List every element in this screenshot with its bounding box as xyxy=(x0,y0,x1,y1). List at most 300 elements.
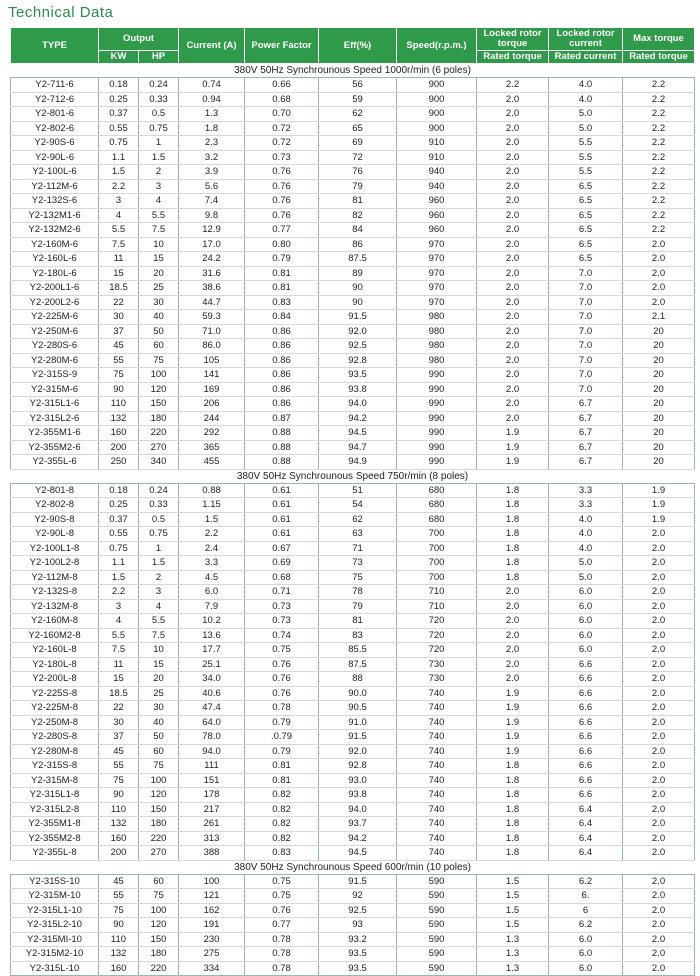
table-row xyxy=(11,947,695,962)
cell-current: 169 xyxy=(179,382,245,397)
cell-eff: 85.5 xyxy=(319,643,397,658)
cell-power-factor: 0.72 xyxy=(245,136,319,151)
table-row xyxy=(11,237,695,252)
cell-locked-current-ratio: 6.4 xyxy=(549,846,623,861)
cell-eff: 94.0 xyxy=(319,802,397,817)
cell-speed: 720 xyxy=(397,614,477,629)
cell-current: 25.1 xyxy=(179,657,245,672)
cell-power-factor: 0.68 xyxy=(245,570,319,585)
cell-power-factor: 0.79 xyxy=(245,252,319,267)
cell-locked-current-ratio: 6.5 xyxy=(549,208,623,223)
cell-power-factor: 0.81 xyxy=(245,281,319,296)
cell-hp: 100 xyxy=(139,368,179,383)
cell-hp: 60 xyxy=(139,874,179,889)
cell-speed: 990 xyxy=(397,368,477,383)
cell-power-factor: 0.76 xyxy=(245,194,319,209)
cell-current: 292 xyxy=(179,426,245,441)
cell-eff: 90.0 xyxy=(319,686,397,701)
cell-locked-torque-ratio: 1.3 xyxy=(477,932,549,947)
cell-max-torque-ratio: 2.0 xyxy=(623,918,695,933)
cell-max-torque-ratio: 2.2 xyxy=(623,136,695,151)
cell-current: 275 xyxy=(179,947,245,962)
cell-power-factor: 0.72 xyxy=(245,121,319,136)
cell-kw: 11 xyxy=(99,252,139,267)
cell-power-factor: 0.76 xyxy=(245,165,319,180)
cell-kw: 1.5 xyxy=(99,165,139,180)
cell-locked-current-ratio: 6.5 xyxy=(549,223,623,238)
cell-current: 2.4 xyxy=(179,541,245,556)
cell-hp: 0.5 xyxy=(139,107,179,122)
section-heading-row xyxy=(11,860,695,874)
cell-eff: 94.0 xyxy=(319,397,397,412)
cell-speed: 970 xyxy=(397,252,477,267)
cell-hp: 60 xyxy=(139,744,179,759)
cell-kw: 2.2 xyxy=(99,585,139,600)
cell-current: 17.0 xyxy=(179,237,245,252)
table-row xyxy=(11,324,695,339)
cell-kw: 110 xyxy=(99,932,139,947)
table-row xyxy=(11,556,695,571)
cell-power-factor: 0.86 xyxy=(245,397,319,412)
cell-speed: 980 xyxy=(397,339,477,354)
cell-current: 455 xyxy=(179,455,245,470)
cell-locked-current-ratio: 3.3 xyxy=(549,483,623,498)
cell-power-factor: 0.83 xyxy=(245,846,319,861)
cell-power-factor: 0.70 xyxy=(245,107,319,122)
cell-kw: 132 xyxy=(99,411,139,426)
cell-max-torque-ratio: 2.2 xyxy=(623,92,695,107)
cell-hp: 75 xyxy=(139,353,179,368)
cell-power-factor: 0.69 xyxy=(245,556,319,571)
cell-kw: 110 xyxy=(99,397,139,412)
cell-current: 244 xyxy=(179,411,245,426)
cell-eff: 90.5 xyxy=(319,701,397,716)
cell-speed: 740 xyxy=(397,730,477,745)
cell-locked-torque-ratio: 2.0 xyxy=(477,339,549,354)
cell-max-torque-ratio: 2.0 xyxy=(623,846,695,861)
cell-locked-torque-ratio: 2.0 xyxy=(477,585,549,600)
cell-power-factor: 0.84 xyxy=(245,310,319,325)
cell-locked-current-ratio: 4.0 xyxy=(549,78,623,93)
cell-current: 34.0 xyxy=(179,672,245,687)
table-row xyxy=(11,295,695,310)
cell-kw: 75 xyxy=(99,903,139,918)
cell-power-factor: 0.67 xyxy=(245,541,319,556)
cell-kw: 3 xyxy=(99,599,139,614)
table-row xyxy=(11,455,695,470)
cell-locked-current-ratio: 6.6 xyxy=(549,773,623,788)
cell-speed: 990 xyxy=(397,397,477,412)
cell-eff: 51 xyxy=(319,483,397,498)
cell-current: 40.6 xyxy=(179,686,245,701)
cell-kw: 160 xyxy=(99,426,139,441)
table-row xyxy=(11,759,695,774)
cell-max-torque-ratio: 2.0 xyxy=(623,831,695,846)
cell-locked-current-ratio: 4.0 xyxy=(549,541,623,556)
cell-locked-torque-ratio: 2.0 xyxy=(477,295,549,310)
cell-speed: 730 xyxy=(397,657,477,672)
cell-locked-current-ratio: 7.0 xyxy=(549,324,623,339)
cell-hp: 10 xyxy=(139,643,179,658)
table-row xyxy=(11,397,695,412)
cell-type: Y2-280M-6 xyxy=(11,353,99,368)
cell-current: 2.2 xyxy=(179,527,245,542)
cell-kw: 2.2 xyxy=(99,179,139,194)
cell-eff: 94.2 xyxy=(319,831,397,846)
cell-max-torque-ratio: 2.0 xyxy=(623,556,695,571)
technical-data-table xyxy=(10,27,695,976)
cell-locked-torque-ratio: 2.0 xyxy=(477,397,549,412)
cell-speed: 900 xyxy=(397,92,477,107)
cell-power-factor: 0.75 xyxy=(245,643,319,658)
cell-type: Y2-160M-6 xyxy=(11,237,99,252)
cell-max-torque-ratio: 2.0 xyxy=(623,715,695,730)
table-row xyxy=(11,585,695,600)
cell-max-torque-ratio: 2.2 xyxy=(623,194,695,209)
cell-max-torque-ratio: 2.0 xyxy=(623,266,695,281)
cell-max-torque-ratio: 2.0 xyxy=(623,701,695,716)
cell-eff: 76 xyxy=(319,165,397,180)
cell-type: Y2-712-6 xyxy=(11,92,99,107)
cell-speed: 910 xyxy=(397,136,477,151)
cell-type: Y2-355M2-8 xyxy=(11,831,99,846)
cell-hp: 1.5 xyxy=(139,556,179,571)
cell-current: 388 xyxy=(179,846,245,861)
cell-type: Y2-711-6 xyxy=(11,78,99,93)
cell-max-torque-ratio: 20 xyxy=(623,382,695,397)
header-locked-torque-denominator: Rated torque xyxy=(477,51,549,64)
cell-current: 0.94 xyxy=(179,92,245,107)
cell-locked-current-ratio: 6.0 xyxy=(549,599,623,614)
cell-current: 0.88 xyxy=(179,483,245,498)
cell-power-factor: 0.87 xyxy=(245,411,319,426)
table-row xyxy=(11,961,695,976)
cell-hp: 7.5 xyxy=(139,628,179,643)
cell-hp: 7.5 xyxy=(139,223,179,238)
cell-type: Y2-315M2-10 xyxy=(11,947,99,962)
cell-kw: 1.5 xyxy=(99,570,139,585)
cell-type: Y2-250M-8 xyxy=(11,715,99,730)
cell-eff: 90 xyxy=(319,295,397,310)
cell-max-torque-ratio: 20 xyxy=(623,368,695,383)
cell-kw: 1.1 xyxy=(99,150,139,165)
cell-eff: 93.8 xyxy=(319,382,397,397)
table-row xyxy=(11,426,695,441)
cell-locked-current-ratio: 7.0 xyxy=(549,266,623,281)
cell-power-factor: 0.75 xyxy=(245,889,319,904)
cell-kw: 0.25 xyxy=(99,498,139,513)
cell-locked-torque-ratio: 2.0 xyxy=(477,382,549,397)
cell-eff: 65 xyxy=(319,121,397,136)
cell-max-torque-ratio: 2.2 xyxy=(623,223,695,238)
cell-power-factor: 0.76 xyxy=(245,657,319,672)
cell-max-torque-ratio: 2.0 xyxy=(623,614,695,629)
cell-type: Y2-355M1-6 xyxy=(11,426,99,441)
cell-type: Y2-315L2-8 xyxy=(11,802,99,817)
cell-current: 6.0 xyxy=(179,585,245,600)
cell-locked-current-ratio: 6.2 xyxy=(549,874,623,889)
cell-locked-current-ratio: 6.6 xyxy=(549,715,623,730)
cell-hp: 20 xyxy=(139,266,179,281)
cell-current: 47.4 xyxy=(179,701,245,716)
table-row xyxy=(11,208,695,223)
cell-kw: 22 xyxy=(99,701,139,716)
cell-current: 178 xyxy=(179,788,245,803)
table-row xyxy=(11,165,695,180)
cell-current: 230 xyxy=(179,932,245,947)
cell-locked-torque-ratio: 2.0 xyxy=(477,223,549,238)
cell-eff: 92.0 xyxy=(319,324,397,339)
cell-speed: 740 xyxy=(397,744,477,759)
cell-power-factor: 0.88 xyxy=(245,426,319,441)
cell-locked-current-ratio: 6.5 xyxy=(549,252,623,267)
cell-eff: 94.2 xyxy=(319,411,397,426)
cell-type: Y2-315L2-10 xyxy=(11,918,99,933)
cell-hp: 100 xyxy=(139,773,179,788)
cell-hp: 150 xyxy=(139,397,179,412)
cell-locked-current-ratio: 5.0 xyxy=(549,121,623,136)
cell-current: 86.0 xyxy=(179,339,245,354)
cell-speed: 740 xyxy=(397,831,477,846)
cell-hp: 25 xyxy=(139,686,179,701)
cell-hp: 270 xyxy=(139,440,179,455)
cell-current: 4.5 xyxy=(179,570,245,585)
cell-locked-current-ratio: 6.6 xyxy=(549,686,623,701)
cell-locked-current-ratio: 7.0 xyxy=(549,295,623,310)
cell-type: Y2-355L-6 xyxy=(11,455,99,470)
cell-speed: 590 xyxy=(397,903,477,918)
cell-kw: 45 xyxy=(99,339,139,354)
cell-eff: 69 xyxy=(319,136,397,151)
cell-kw: 4 xyxy=(99,614,139,629)
cell-power-factor: 0.73 xyxy=(245,614,319,629)
cell-speed: 710 xyxy=(397,599,477,614)
table-row xyxy=(11,281,695,296)
table-row xyxy=(11,628,695,643)
table-row xyxy=(11,150,695,165)
cell-current: 7.9 xyxy=(179,599,245,614)
cell-power-factor: 0.66 xyxy=(245,78,319,93)
cell-kw: 30 xyxy=(99,715,139,730)
cell-power-factor: 0.82 xyxy=(245,788,319,803)
cell-locked-torque-ratio: 2.0 xyxy=(477,411,549,426)
cell-eff: 71 xyxy=(319,541,397,556)
header-locked-current-denominator: Rated current xyxy=(549,51,623,64)
cell-max-torque-ratio: 1.9 xyxy=(623,498,695,513)
cell-locked-torque-ratio: 1.5 xyxy=(477,903,549,918)
table-row xyxy=(11,483,695,498)
section-title: 380V 50Hz Synchrounous Speed 600r/min (10 poles) xyxy=(11,860,695,874)
cell-max-torque-ratio: 2.0 xyxy=(623,802,695,817)
cell-locked-current-ratio: 6.6 xyxy=(549,788,623,803)
cell-speed: 980 xyxy=(397,310,477,325)
cell-locked-current-ratio: 4.0 xyxy=(549,512,623,527)
table-row xyxy=(11,368,695,383)
cell-hp: 1 xyxy=(139,541,179,556)
cell-locked-torque-ratio: 2.0 xyxy=(477,266,549,281)
cell-power-factor: 0.71 xyxy=(245,585,319,600)
table-row xyxy=(11,599,695,614)
cell-speed: 940 xyxy=(397,165,477,180)
cell-kw: 22 xyxy=(99,295,139,310)
cell-speed: 970 xyxy=(397,266,477,281)
table-row xyxy=(11,918,695,933)
cell-hp: 30 xyxy=(139,701,179,716)
cell-locked-torque-ratio: 1.8 xyxy=(477,846,549,861)
cell-eff: 63 xyxy=(319,527,397,542)
cell-eff: 59 xyxy=(319,92,397,107)
cell-current: 1.15 xyxy=(179,498,245,513)
header-hp: HP xyxy=(139,51,179,64)
cell-locked-torque-ratio: 1.9 xyxy=(477,730,549,745)
cell-eff: 93.5 xyxy=(319,961,397,976)
cell-power-factor: 0.79 xyxy=(245,744,319,759)
cell-current: 59.3 xyxy=(179,310,245,325)
cell-eff: 92.5 xyxy=(319,339,397,354)
cell-hp: 25 xyxy=(139,281,179,296)
cell-speed: 590 xyxy=(397,889,477,904)
cell-hp: 150 xyxy=(139,802,179,817)
cell-power-factor: 0.61 xyxy=(245,512,319,527)
cell-locked-torque-ratio: 1.9 xyxy=(477,440,549,455)
table-row xyxy=(11,903,695,918)
cell-locked-current-ratio: 7.0 xyxy=(549,281,623,296)
table-row xyxy=(11,310,695,325)
cell-hp: 5.5 xyxy=(139,614,179,629)
cell-type: Y2-132M2-6 xyxy=(11,223,99,238)
cell-eff: 73 xyxy=(319,556,397,571)
cell-type: Y2-225S-8 xyxy=(11,686,99,701)
cell-hp: 180 xyxy=(139,411,179,426)
cell-current: 100 xyxy=(179,874,245,889)
header-kw: KW xyxy=(99,51,139,64)
cell-locked-torque-ratio: 1.8 xyxy=(477,498,549,513)
cell-hp: 340 xyxy=(139,455,179,470)
cell-kw: 1.1 xyxy=(99,556,139,571)
cell-locked-torque-ratio: 1.8 xyxy=(477,817,549,832)
cell-eff: 94.5 xyxy=(319,426,397,441)
header-type: TYPE xyxy=(11,28,99,64)
cell-locked-torque-ratio: 1.9 xyxy=(477,744,549,759)
cell-hp: 75 xyxy=(139,759,179,774)
cell-eff: 92 xyxy=(319,889,397,904)
cell-locked-current-ratio: 5.0 xyxy=(549,570,623,585)
cell-hp: 50 xyxy=(139,730,179,745)
cell-max-torque-ratio: 2.0 xyxy=(623,672,695,687)
cell-kw: 90 xyxy=(99,918,139,933)
cell-power-factor: 0.82 xyxy=(245,802,319,817)
cell-eff: 93.0 xyxy=(319,773,397,788)
cell-current: 9.8 xyxy=(179,208,245,223)
cell-kw: 90 xyxy=(99,788,139,803)
cell-speed: 700 xyxy=(397,541,477,556)
cell-hp: 30 xyxy=(139,295,179,310)
cell-hp: 220 xyxy=(139,426,179,441)
cell-max-torque-ratio: 20 xyxy=(623,455,695,470)
cell-hp: 120 xyxy=(139,788,179,803)
cell-max-torque-ratio: 2.1 xyxy=(623,310,695,325)
cell-kw: 55 xyxy=(99,353,139,368)
cell-max-torque-ratio: 2.0 xyxy=(623,686,695,701)
cell-hp: 3 xyxy=(139,179,179,194)
cell-hp: 4 xyxy=(139,194,179,209)
cell-locked-current-ratio: 6.7 xyxy=(549,397,623,412)
cell-kw: 45 xyxy=(99,744,139,759)
cell-locked-torque-ratio: 2.0 xyxy=(477,614,549,629)
header-locked-torque: Locked rotor torque xyxy=(477,28,549,51)
cell-eff: 87.5 xyxy=(319,657,397,672)
cell-eff: 62 xyxy=(319,512,397,527)
cell-type: Y2-200L2-6 xyxy=(11,295,99,310)
cell-power-factor: 0.82 xyxy=(245,817,319,832)
cell-eff: 92.8 xyxy=(319,759,397,774)
cell-locked-current-ratio: 5.0 xyxy=(549,107,623,122)
cell-type: Y2-802-8 xyxy=(11,498,99,513)
cell-hp: 220 xyxy=(139,961,179,976)
cell-hp: 40 xyxy=(139,310,179,325)
header-output: Output xyxy=(99,28,179,51)
cell-max-torque-ratio: 20 xyxy=(623,339,695,354)
cell-power-factor: .0.79 xyxy=(245,730,319,745)
table-row xyxy=(11,788,695,803)
cell-speed: 730 xyxy=(397,672,477,687)
cell-locked-torque-ratio: 2.0 xyxy=(477,324,549,339)
table-row xyxy=(11,411,695,426)
cell-hp: 180 xyxy=(139,817,179,832)
cell-power-factor: 0.79 xyxy=(245,715,319,730)
cell-kw: 15 xyxy=(99,672,139,687)
cell-locked-current-ratio: 7.0 xyxy=(549,339,623,354)
cell-type: Y2-355M1-8 xyxy=(11,817,99,832)
cell-power-factor: 0.77 xyxy=(245,918,319,933)
table-row xyxy=(11,614,695,629)
cell-kw: 0.37 xyxy=(99,512,139,527)
cell-speed: 990 xyxy=(397,440,477,455)
cell-power-factor: 0.76 xyxy=(245,686,319,701)
cell-max-torque-ratio: 2.0 xyxy=(623,817,695,832)
cell-current: 261 xyxy=(179,817,245,832)
cell-locked-current-ratio: 6.4 xyxy=(549,831,623,846)
cell-hp: 40 xyxy=(139,715,179,730)
cell-locked-current-ratio: 6.6 xyxy=(549,701,623,716)
table-row xyxy=(11,773,695,788)
header-locked-current: Locked rotor current xyxy=(549,28,623,51)
table-row xyxy=(11,541,695,556)
cell-power-factor: 0.82 xyxy=(245,831,319,846)
cell-type: Y2-315M-8 xyxy=(11,773,99,788)
cell-type: Y2-160L-8 xyxy=(11,643,99,658)
table-row xyxy=(11,339,695,354)
cell-speed: 990 xyxy=(397,382,477,397)
cell-kw: 250 xyxy=(99,455,139,470)
cell-eff: 94.5 xyxy=(319,846,397,861)
cell-speed: 590 xyxy=(397,874,477,889)
cell-type: Y2-90L-6 xyxy=(11,150,99,165)
cell-max-torque-ratio: 2.2 xyxy=(623,150,695,165)
cell-speed: 990 xyxy=(397,426,477,441)
cell-speed: 900 xyxy=(397,107,477,122)
header-current: Current (A) xyxy=(179,28,245,64)
cell-locked-torque-ratio: 1.8 xyxy=(477,773,549,788)
cell-current: 365 xyxy=(179,440,245,455)
cell-locked-current-ratio: 6.0 xyxy=(549,614,623,629)
cell-locked-torque-ratio: 2.0 xyxy=(477,657,549,672)
cell-power-factor: 0.76 xyxy=(245,208,319,223)
cell-kw: 75 xyxy=(99,773,139,788)
cell-power-factor: 0.78 xyxy=(245,701,319,716)
header-max-torque: Max torque xyxy=(623,28,695,51)
cell-power-factor: 0.88 xyxy=(245,440,319,455)
